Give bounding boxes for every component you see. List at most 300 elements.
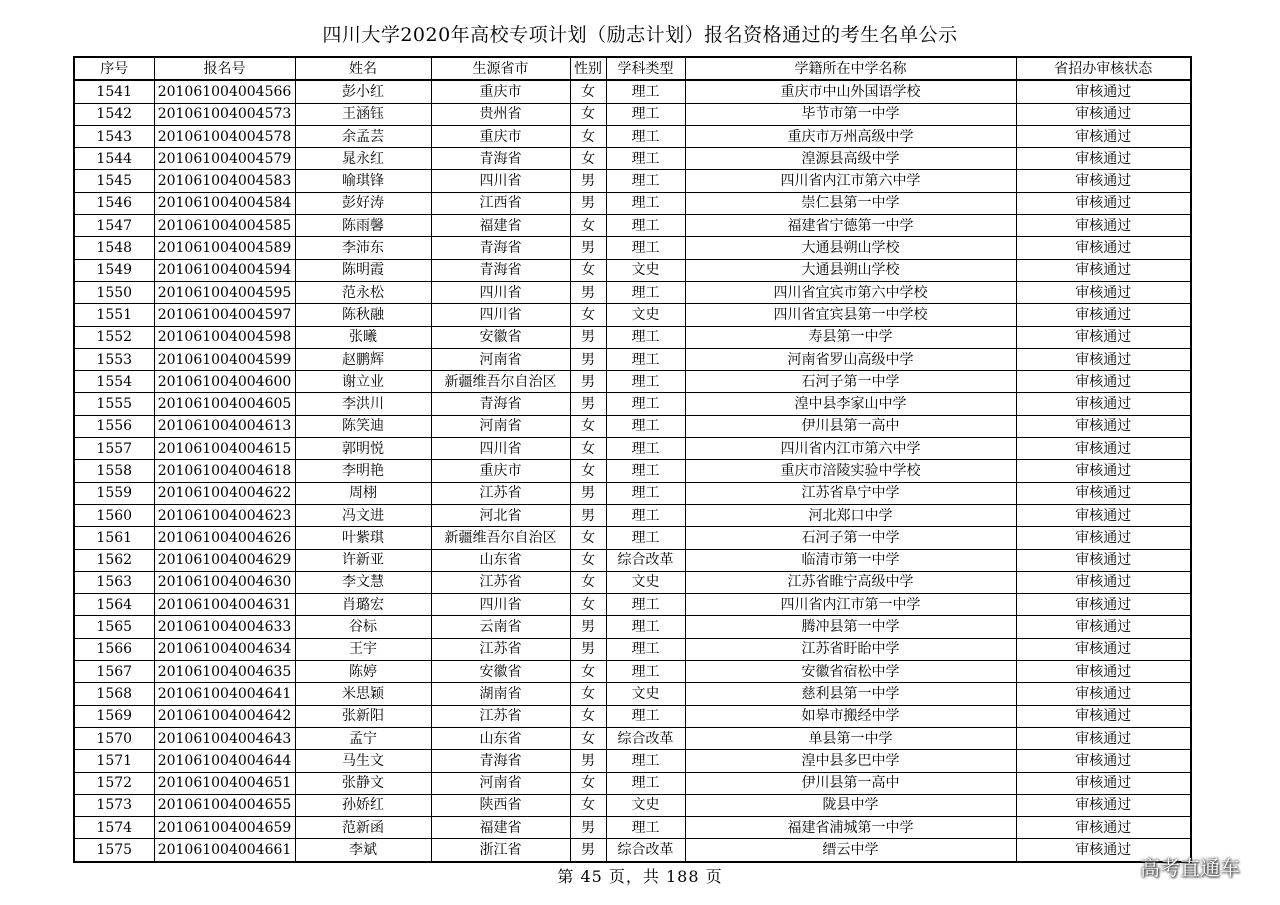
cell-col-registration-number: 201061004004566: [154, 80, 295, 103]
cell-col-status: 审核通过: [1016, 460, 1191, 482]
cell-col-status: 审核通过: [1016, 504, 1191, 526]
cell-col-school: 四川省宜宾市第六中学校: [685, 281, 1016, 303]
table-row: [74, 571, 1191, 593]
cell-col-registration-number: 201061004004595: [154, 281, 295, 303]
cell-col-serial: 1570: [74, 727, 154, 749]
cell-col-subject-type: 理工: [606, 348, 685, 370]
cell-col-serial: 1564: [74, 594, 154, 616]
cell-col-serial: 1555: [74, 393, 154, 415]
cell-col-status: 审核通过: [1016, 259, 1191, 281]
cell-col-province: 四川省: [431, 281, 570, 303]
cell-col-school: 湟中县多巴中学: [685, 750, 1016, 772]
cell-col-school: 福建省宁德第一中学: [685, 215, 1016, 237]
cell-col-school: 腾冲县第一中学: [685, 616, 1016, 638]
table-row: [74, 750, 1191, 772]
cell-col-registration-number: 201061004004579: [154, 148, 295, 170]
header-col-subject-type: 学科类型: [606, 57, 685, 80]
cell-col-registration-number: 201061004004655: [154, 794, 295, 816]
cell-col-school: 石河子第一中学: [685, 371, 1016, 393]
cell-col-name: 陈婷: [295, 661, 431, 683]
cell-col-registration-number: 201061004004605: [154, 393, 295, 415]
cell-col-name: 冯文进: [295, 504, 431, 526]
cell-col-name: 周栩: [295, 482, 431, 504]
cell-col-status: 审核通过: [1016, 638, 1191, 660]
cell-col-registration-number: 201061004004585: [154, 215, 295, 237]
cell-col-status: 审核通过: [1016, 750, 1191, 772]
cell-col-registration-number: 201061004004631: [154, 594, 295, 616]
cell-col-province: 江苏省: [431, 705, 570, 727]
cell-col-name: 叶紫琪: [295, 527, 431, 549]
cell-col-gender: 女: [570, 661, 606, 683]
cell-col-province: 四川省: [431, 304, 570, 326]
cell-col-province: 贵州省: [431, 103, 570, 125]
table-row: [74, 504, 1191, 526]
cell-col-serial: 1571: [74, 750, 154, 772]
cell-col-subject-type: 理工: [606, 504, 685, 526]
cell-col-serial: 1572: [74, 772, 154, 794]
cell-col-subject-type: 理工: [606, 772, 685, 794]
cell-col-gender: 女: [570, 549, 606, 571]
cell-col-name: 喻琪锋: [295, 170, 431, 192]
cell-col-registration-number: 201061004004630: [154, 571, 295, 593]
cell-col-gender: 女: [570, 772, 606, 794]
cell-col-province: 湖南省: [431, 683, 570, 705]
cell-col-registration-number: 201061004004622: [154, 482, 295, 504]
cell-col-name: 张静文: [295, 772, 431, 794]
cell-col-subject-type: 理工: [606, 594, 685, 616]
cell-col-gender: 女: [570, 727, 606, 749]
cell-col-province: 云南省: [431, 616, 570, 638]
table-row: [74, 839, 1191, 862]
cell-col-province: 江苏省: [431, 482, 570, 504]
cell-col-gender: 男: [570, 326, 606, 348]
page-indicator: 第 45 页，共 188 页: [557, 867, 723, 886]
cell-col-name: 李斌: [295, 839, 431, 862]
cell-col-name: 李明艳: [295, 460, 431, 482]
table-row: [74, 616, 1191, 638]
cell-col-subject-type: 理工: [606, 80, 685, 103]
table-row: [74, 215, 1191, 237]
table-row: [74, 103, 1191, 125]
header-col-status: 省招办审核状态: [1016, 57, 1191, 80]
cell-col-status: 审核通过: [1016, 415, 1191, 437]
cell-col-gender: 女: [570, 304, 606, 326]
cell-col-serial: 1541: [74, 80, 154, 103]
cell-col-school: 四川省内江市第六中学: [685, 438, 1016, 460]
cell-col-name: 许新亚: [295, 549, 431, 571]
cell-col-serial: 1542: [74, 103, 154, 125]
cell-col-serial: 1558: [74, 460, 154, 482]
cell-col-registration-number: 201061004004597: [154, 304, 295, 326]
table-row: [74, 237, 1191, 259]
cell-col-name: 米思颖: [295, 683, 431, 705]
cell-col-subject-type: 理工: [606, 192, 685, 214]
cell-col-serial: 1566: [74, 638, 154, 660]
header-col-gender: 性别: [570, 57, 606, 80]
cell-col-status: 审核通过: [1016, 727, 1191, 749]
cell-col-school: 单县第一中学: [685, 727, 1016, 749]
cell-col-status: 审核通过: [1016, 215, 1191, 237]
table-row: [74, 348, 1191, 370]
header-col-school: 学籍所在中学名称: [685, 57, 1016, 80]
cell-col-subject-type: 理工: [606, 393, 685, 415]
cell-col-registration-number: 201061004004661: [154, 839, 295, 862]
cell-col-status: 审核通过: [1016, 438, 1191, 460]
cell-col-gender: 女: [570, 705, 606, 727]
cell-col-school: 伊川县第一高中: [685, 772, 1016, 794]
cell-col-province: 青海省: [431, 148, 570, 170]
cell-col-school: 伊川县第一高中: [685, 415, 1016, 437]
table-row: [74, 727, 1191, 749]
cell-col-province: 福建省: [431, 215, 570, 237]
cell-col-school: 四川省内江市第一中学: [685, 594, 1016, 616]
cell-col-serial: 1544: [74, 148, 154, 170]
cell-col-subject-type: 理工: [606, 705, 685, 727]
cell-col-status: 审核通过: [1016, 326, 1191, 348]
cell-col-registration-number: 201061004004626: [154, 527, 295, 549]
cell-col-school: 江苏省睢宁高级中学: [685, 571, 1016, 593]
cell-col-name: 孙娇红: [295, 794, 431, 816]
cell-col-registration-number: 201061004004600: [154, 371, 295, 393]
table-row: [74, 148, 1191, 170]
cell-col-name: 王宇: [295, 638, 431, 660]
table-row: [74, 638, 1191, 660]
cell-col-school: 临清市第一中学: [685, 549, 1016, 571]
cell-col-subject-type: 文史: [606, 259, 685, 281]
cell-col-status: 审核通过: [1016, 683, 1191, 705]
cell-col-name: 王涵钰: [295, 103, 431, 125]
cell-col-name: 赵鹏辉: [295, 348, 431, 370]
cell-col-gender: 女: [570, 259, 606, 281]
cell-col-status: 审核通过: [1016, 482, 1191, 504]
cell-col-gender: 男: [570, 281, 606, 303]
cell-col-gender: 女: [570, 683, 606, 705]
cell-col-province: 河南省: [431, 772, 570, 794]
table-body: [74, 80, 1191, 861]
table-row: [74, 661, 1191, 683]
cell-col-registration-number: 201061004004641: [154, 683, 295, 705]
cell-col-province: 安徽省: [431, 661, 570, 683]
cell-col-name: 郭明悦: [295, 438, 431, 460]
cell-col-gender: 男: [570, 393, 606, 415]
cell-col-registration-number: 201061004004643: [154, 727, 295, 749]
table-row: [74, 527, 1191, 549]
cell-col-school: 陇县中学: [685, 794, 1016, 816]
cell-col-serial: 1549: [74, 259, 154, 281]
cell-col-registration-number: 201061004004599: [154, 348, 295, 370]
cell-col-status: 审核通过: [1016, 616, 1191, 638]
header-col-province: 生源省市: [431, 57, 570, 80]
cell-col-gender: 男: [570, 170, 606, 192]
cell-col-name: 范新函: [295, 817, 431, 839]
cell-col-school: 四川省内江市第六中学: [685, 170, 1016, 192]
cell-col-province: 江西省: [431, 192, 570, 214]
cell-col-subject-type: 理工: [606, 281, 685, 303]
table-row: [74, 326, 1191, 348]
cell-col-subject-type: 理工: [606, 103, 685, 125]
table-row: [74, 794, 1191, 816]
cell-col-gender: 男: [570, 482, 606, 504]
cell-col-province: 青海省: [431, 393, 570, 415]
cell-col-gender: 女: [570, 415, 606, 437]
table-row: [74, 482, 1191, 504]
cell-col-school: 湟中县李家山中学: [685, 393, 1016, 415]
cell-col-subject-type: 文史: [606, 304, 685, 326]
cell-col-status: 审核通过: [1016, 594, 1191, 616]
cell-col-subject-type: 理工: [606, 661, 685, 683]
cell-col-registration-number: 201061004004659: [154, 817, 295, 839]
cell-col-subject-type: 理工: [606, 460, 685, 482]
cell-col-serial: 1575: [74, 839, 154, 862]
cell-col-gender: 女: [570, 215, 606, 237]
cell-col-registration-number: 201061004004644: [154, 750, 295, 772]
cell-col-status: 审核通过: [1016, 192, 1191, 214]
table-row: [74, 281, 1191, 303]
cell-col-serial: 1559: [74, 482, 154, 504]
cell-col-name: 彭好涛: [295, 192, 431, 214]
cell-col-serial: 1569: [74, 705, 154, 727]
cell-col-serial: 1574: [74, 817, 154, 839]
cell-col-school: 大通县朔山学校: [685, 259, 1016, 281]
table-row: [74, 549, 1191, 571]
cell-col-gender: 女: [570, 527, 606, 549]
cell-col-school: 河北郑口中学: [685, 504, 1016, 526]
cell-col-school: 重庆市万州高级中学: [685, 125, 1016, 147]
watermark: 高考直通车: [1140, 856, 1240, 880]
cell-col-subject-type: 理工: [606, 482, 685, 504]
cell-col-serial: 1556: [74, 415, 154, 437]
table-row: [74, 594, 1191, 616]
cell-col-province: 新疆维吾尔自治区: [431, 527, 570, 549]
table-row: [74, 817, 1191, 839]
candidate-table: [73, 56, 1192, 863]
cell-col-province: 新疆维吾尔自治区: [431, 371, 570, 393]
cell-col-status: 审核通过: [1016, 80, 1191, 103]
cell-col-name: 谷标: [295, 616, 431, 638]
cell-col-status: 审核通过: [1016, 772, 1191, 794]
cell-col-province: 河北省: [431, 504, 570, 526]
cell-col-serial: 1545: [74, 170, 154, 192]
cell-col-name: 陈明霞: [295, 259, 431, 281]
cell-col-school: 江苏省盱眙中学: [685, 638, 1016, 660]
cell-col-name: 陈秋融: [295, 304, 431, 326]
cell-col-gender: 男: [570, 371, 606, 393]
cell-col-province: 江苏省: [431, 571, 570, 593]
cell-col-status: 审核通过: [1016, 125, 1191, 147]
cell-col-registration-number: 201061004004578: [154, 125, 295, 147]
cell-col-status: 审核通过: [1016, 571, 1191, 593]
cell-col-gender: 女: [570, 125, 606, 147]
cell-col-province: 重庆市: [431, 125, 570, 147]
cell-col-subject-type: 理工: [606, 215, 685, 237]
cell-col-subject-type: 理工: [606, 817, 685, 839]
cell-col-serial: 1567: [74, 661, 154, 683]
cell-col-serial: 1563: [74, 571, 154, 593]
cell-col-gender: 男: [570, 237, 606, 259]
cell-col-serial: 1543: [74, 125, 154, 147]
cell-col-serial: 1552: [74, 326, 154, 348]
cell-col-serial: 1565: [74, 616, 154, 638]
cell-col-gender: 男: [570, 616, 606, 638]
cell-col-subject-type: 理工: [606, 170, 685, 192]
cell-col-subject-type: 理工: [606, 148, 685, 170]
cell-col-serial: 1560: [74, 504, 154, 526]
cell-col-status: 审核通过: [1016, 393, 1191, 415]
table-row: [74, 460, 1191, 482]
cell-col-gender: 女: [570, 438, 606, 460]
cell-col-serial: 1557: [74, 438, 154, 460]
cell-col-registration-number: 201061004004615: [154, 438, 295, 460]
cell-col-status: 审核通过: [1016, 348, 1191, 370]
cell-col-name: 晁永红: [295, 148, 431, 170]
header-col-registration-number: 报名号: [154, 57, 295, 80]
cell-col-registration-number: 201061004004642: [154, 705, 295, 727]
cell-col-subject-type: 理工: [606, 125, 685, 147]
cell-col-name: 孟宁: [295, 727, 431, 749]
cell-col-province: 重庆市: [431, 80, 570, 103]
cell-col-status: 审核通过: [1016, 103, 1191, 125]
table-row: [74, 192, 1191, 214]
cell-col-name: 张新阳: [295, 705, 431, 727]
cell-col-province: 河南省: [431, 348, 570, 370]
cell-col-subject-type: 理工: [606, 750, 685, 772]
cell-col-status: 审核通过: [1016, 661, 1191, 683]
cell-col-gender: 男: [570, 839, 606, 862]
cell-col-school: 河南省罗山高级中学: [685, 348, 1016, 370]
cell-col-school: 石河子第一中学: [685, 527, 1016, 549]
cell-col-province: 陕西省: [431, 794, 570, 816]
cell-col-serial: 1547: [74, 215, 154, 237]
cell-col-serial: 1548: [74, 237, 154, 259]
cell-col-name: 谢立业: [295, 371, 431, 393]
cell-col-status: 审核通过: [1016, 705, 1191, 727]
cell-col-subject-type: 理工: [606, 237, 685, 259]
cell-col-registration-number: 201061004004633: [154, 616, 295, 638]
cell-col-subject-type: 文史: [606, 571, 685, 593]
cell-col-gender: 女: [570, 460, 606, 482]
cell-col-status: 审核通过: [1016, 281, 1191, 303]
header-col-serial: 序号: [74, 57, 154, 80]
cell-col-school: 大通县朔山学校: [685, 237, 1016, 259]
cell-col-registration-number: 201061004004583: [154, 170, 295, 192]
cell-col-school: 四川省宜宾县第一中学校: [685, 304, 1016, 326]
cell-col-serial: 1553: [74, 348, 154, 370]
cell-col-province: 福建省: [431, 817, 570, 839]
document-title: 四川大学2020年高校专项计划（励志计划）报名资格通过的考生名单公示: [322, 24, 958, 46]
cell-col-gender: 男: [570, 504, 606, 526]
cell-col-subject-type: 综合改革: [606, 549, 685, 571]
cell-col-registration-number: 201061004004584: [154, 192, 295, 214]
cell-col-school: 重庆市中山外国语学校: [685, 80, 1016, 103]
cell-col-serial: 1562: [74, 549, 154, 571]
cell-col-subject-type: 综合改革: [606, 839, 685, 862]
cell-col-gender: 男: [570, 638, 606, 660]
cell-col-registration-number: 201061004004598: [154, 326, 295, 348]
table-row: [74, 683, 1191, 705]
cell-col-school: 如皋市搬经中学: [685, 705, 1016, 727]
cell-col-subject-type: 理工: [606, 371, 685, 393]
cell-col-province: 四川省: [431, 438, 570, 460]
cell-col-province: 山东省: [431, 727, 570, 749]
cell-col-name: 马生文: [295, 750, 431, 772]
cell-col-school: 重庆市涪陵实验中学校: [685, 460, 1016, 482]
cell-col-registration-number: 201061004004635: [154, 661, 295, 683]
cell-col-status: 审核通过: [1016, 170, 1191, 192]
table-row: [74, 415, 1191, 437]
cell-col-gender: 女: [570, 103, 606, 125]
table-row: [74, 304, 1191, 326]
cell-col-name: 陈笑迪: [295, 415, 431, 437]
cell-col-gender: 女: [570, 594, 606, 616]
cell-col-serial: 1554: [74, 371, 154, 393]
cell-col-status: 审核通过: [1016, 817, 1191, 839]
cell-col-province: 四川省: [431, 594, 570, 616]
cell-col-status: 审核通过: [1016, 839, 1191, 862]
cell-col-status: 审核通过: [1016, 794, 1191, 816]
cell-col-registration-number: 201061004004573: [154, 103, 295, 125]
cell-col-status: 审核通过: [1016, 371, 1191, 393]
cell-col-registration-number: 201061004004651: [154, 772, 295, 794]
cell-col-registration-number: 201061004004618: [154, 460, 295, 482]
cell-col-subject-type: 理工: [606, 527, 685, 549]
table-row: [74, 393, 1191, 415]
cell-col-serial: 1573: [74, 794, 154, 816]
cell-col-name: 肖璐宏: [295, 594, 431, 616]
cell-col-school: 江苏省阜宁中学: [685, 482, 1016, 504]
cell-col-province: 江苏省: [431, 638, 570, 660]
table-row: [74, 80, 1191, 103]
cell-col-subject-type: 理工: [606, 616, 685, 638]
cell-col-status: 审核通过: [1016, 148, 1191, 170]
cell-col-province: 青海省: [431, 259, 570, 281]
cell-col-province: 安徽省: [431, 326, 570, 348]
cell-col-subject-type: 文史: [606, 683, 685, 705]
cell-col-registration-number: 201061004004594: [154, 259, 295, 281]
cell-col-school: 福建省浦城第一中学: [685, 817, 1016, 839]
cell-col-serial: 1551: [74, 304, 154, 326]
cell-col-school: 湟源县高级中学: [685, 148, 1016, 170]
header-col-name: 姓名: [295, 57, 431, 80]
cell-col-gender: 男: [570, 817, 606, 839]
cell-col-subject-type: 理工: [606, 415, 685, 437]
table-row: [74, 259, 1191, 281]
cell-col-gender: 男: [570, 348, 606, 370]
cell-col-province: 四川省: [431, 170, 570, 192]
cell-col-name: 范永松: [295, 281, 431, 303]
cell-col-registration-number: 201061004004629: [154, 549, 295, 571]
cell-col-school: 寿县第一中学: [685, 326, 1016, 348]
cell-col-province: 青海省: [431, 237, 570, 259]
cell-col-registration-number: 201061004004613: [154, 415, 295, 437]
cell-col-gender: 女: [570, 571, 606, 593]
table-row: [74, 772, 1191, 794]
table-row: [74, 125, 1191, 147]
table-row: [74, 170, 1191, 192]
cell-col-gender: 男: [570, 192, 606, 214]
cell-col-registration-number: 201061004004634: [154, 638, 295, 660]
cell-col-serial: 1546: [74, 192, 154, 214]
cell-col-province: 青海省: [431, 750, 570, 772]
cell-col-status: 审核通过: [1016, 304, 1191, 326]
cell-col-subject-type: 综合改革: [606, 727, 685, 749]
cell-col-school: 毕节市第一中学: [685, 103, 1016, 125]
cell-col-name: 李文慧: [295, 571, 431, 593]
cell-col-name: 张曦: [295, 326, 431, 348]
cell-col-subject-type: 理工: [606, 326, 685, 348]
cell-col-serial: 1568: [74, 683, 154, 705]
cell-col-subject-type: 理工: [606, 438, 685, 460]
table-header-row: [74, 57, 1191, 80]
